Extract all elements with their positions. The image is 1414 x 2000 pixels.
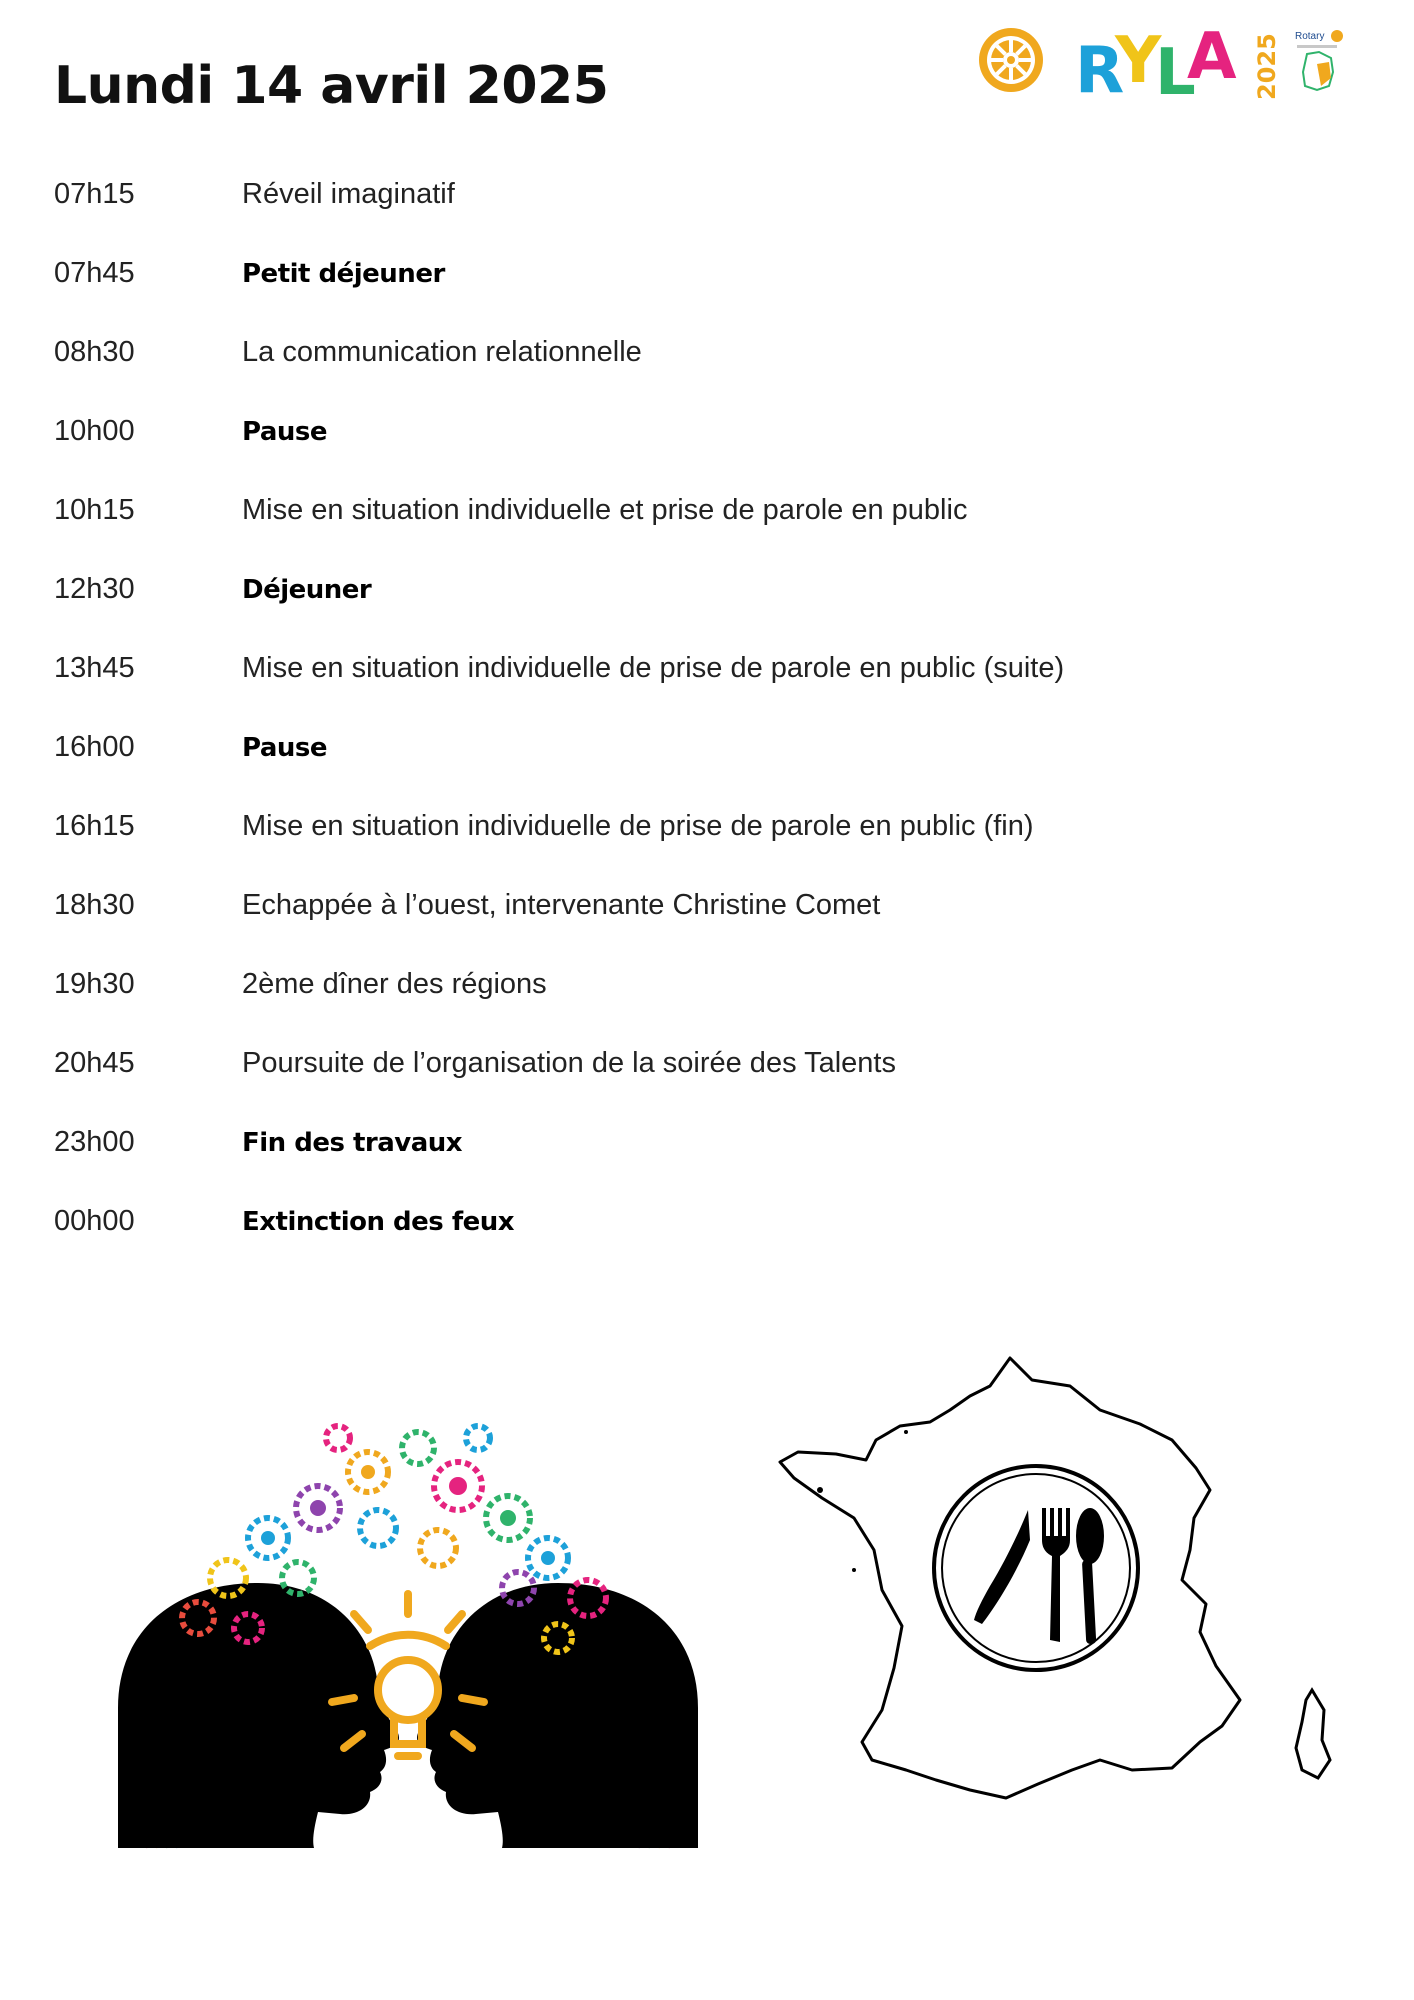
- schedule-row: [54, 407, 1254, 486]
- schedule-activity: Echappée à l’ouest, intervenante Christine Comet: [242, 889, 881, 921]
- ryla-year: 2025: [1253, 33, 1281, 100]
- schedule-time: 16h00: [54, 731, 135, 763]
- schedule-time: 10h15: [54, 494, 135, 526]
- schedule-row: [54, 723, 1254, 802]
- schedule-activity: Réveil imaginatif: [242, 178, 455, 210]
- two-heads-gears-lightbulb-icon: [118, 1408, 698, 1858]
- schedule-time: 23h00: [54, 1126, 135, 1158]
- schedule-activity: Pause: [242, 417, 328, 447]
- ryla-letter-l: L: [1155, 36, 1196, 108]
- schedule-row: [54, 170, 1254, 249]
- schedule-time: 00h00: [54, 1205, 135, 1237]
- rotary-district-logo: [1295, 30, 1343, 90]
- ryla-letter-a: A: [1187, 20, 1237, 94]
- schedule-time: 18h30: [54, 889, 135, 921]
- schedule-time: 08h30: [54, 336, 135, 368]
- ryla-letter-r: R: [1075, 34, 1125, 108]
- schedule-row: [54, 1197, 1254, 1276]
- schedule-time: 10h00: [54, 415, 135, 447]
- schedule-activity: 2ème dîner des régions: [242, 968, 547, 1000]
- schedule-time: 13h45: [54, 652, 135, 684]
- schedule-activity: Extinction des feux: [242, 1207, 515, 1237]
- ryla-letter-y: Y: [1115, 24, 1162, 98]
- header-logos: [975, 18, 1355, 108]
- schedule-row: [54, 249, 1254, 328]
- schedule-activity: Pause: [242, 733, 328, 763]
- schedule-activity: Petit déjeuner: [242, 259, 445, 289]
- schedule-time: 07h15: [54, 178, 135, 210]
- schedule-time: 07h45: [54, 257, 135, 289]
- schedule-row: [54, 1118, 1254, 1197]
- schedule-activity: La communication relationnelle: [242, 336, 642, 368]
- rotary-label: Rotary: [1295, 31, 1325, 42]
- schedule-row: [54, 565, 1254, 644]
- schedule-row: [54, 486, 1254, 565]
- schedule-activity: Mise en situation individuelle et prise de parole en public: [242, 494, 968, 526]
- schedule-time: 12h30: [54, 573, 135, 605]
- schedule-time: 16h15: [54, 810, 135, 842]
- schedule-row: [54, 328, 1254, 407]
- schedule-row: [54, 802, 1254, 881]
- schedule-activity: Poursuite de l’organisation de la soirée des Talents: [242, 1047, 896, 1079]
- schedule-row: [54, 960, 1254, 1039]
- page-title: Lundi 14 avril 2025: [54, 56, 609, 116]
- rotary-wheel-icon: [979, 28, 1043, 92]
- france-map-plate-cutlery-icon: [770, 1350, 1370, 1880]
- schedule-activity: Fin des travaux: [242, 1128, 463, 1158]
- schedule-list: [54, 170, 1254, 1276]
- schedule-time: 20h45: [54, 1047, 135, 1079]
- schedule-row: [54, 644, 1254, 723]
- schedule-activity: Mise en situation individuelle de prise de parole en public (fin): [242, 810, 1034, 842]
- schedule-time: 19h30: [54, 968, 135, 1000]
- schedule-row: [54, 881, 1254, 960]
- schedule-activity: Mise en situation individuelle de prise de parole en public (suite): [242, 652, 1065, 684]
- schedule-activity: Déjeuner: [242, 575, 372, 605]
- schedule-row: [54, 1039, 1254, 1118]
